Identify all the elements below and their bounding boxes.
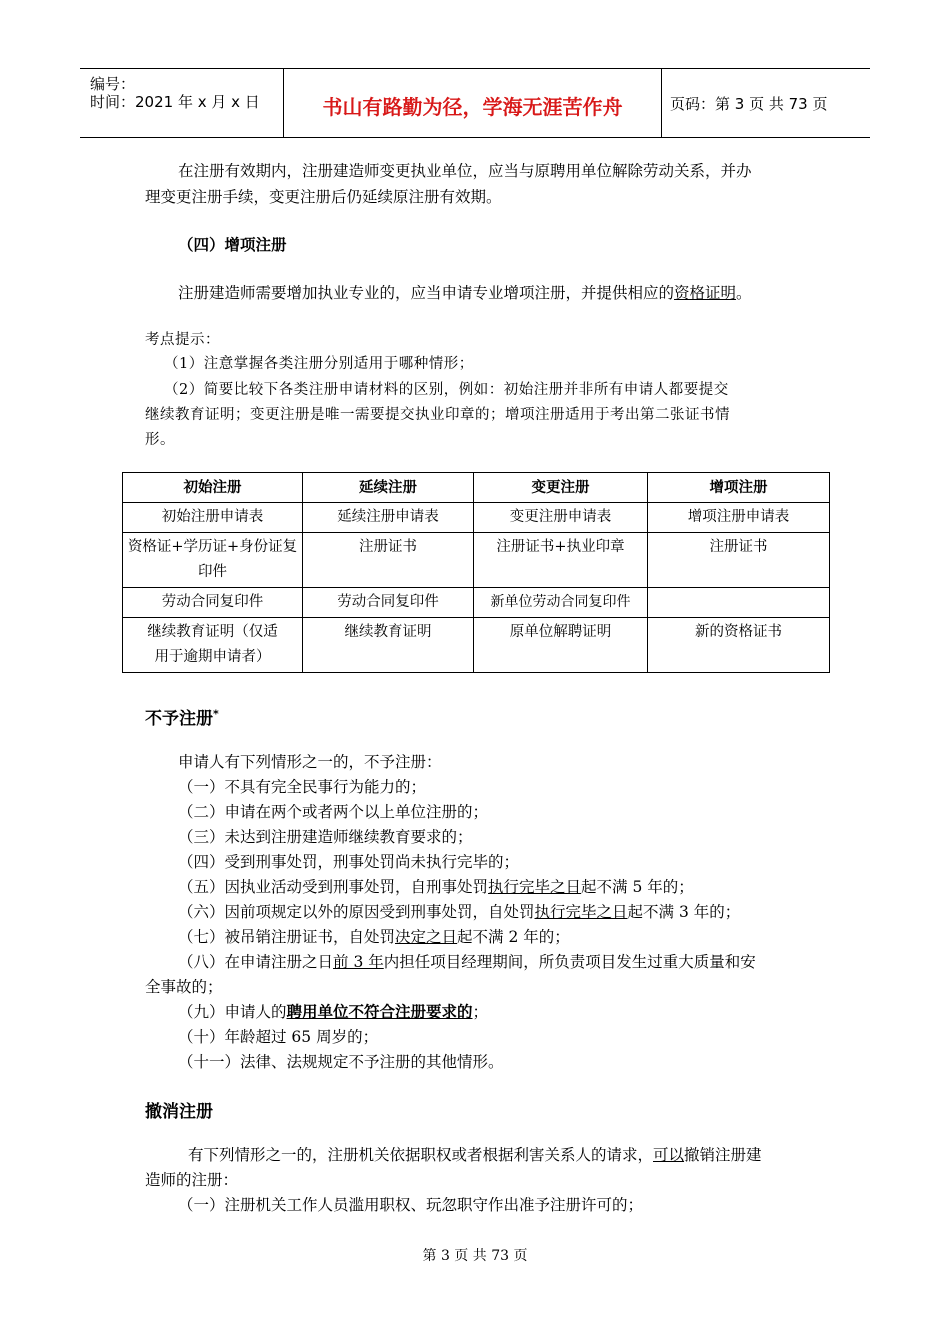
- table-cell: 劳动合同复印件: [123, 588, 303, 618]
- revoke-intro-text: 有下列情形之一的，注册机关依据职权或者根据利害关系人的请求，: [188, 1146, 654, 1164]
- tip-item-2-line1: （2）简要比较下各类注册申请材料的区别，例如：初始注册并非所有申请人都要提交: [164, 382, 729, 398]
- revoke-intro: [188, 1142, 762, 1168]
- section-title-refuse: [145, 704, 219, 729]
- table-row: [123, 503, 830, 533]
- para-change-line1: 在注册有效期内，注册建造师变更执业单位，应当与原聘用单位解除劳动关系，并办: [178, 162, 752, 180]
- refuse-item-8-cont: 全事故的；: [145, 978, 223, 996]
- refuse-item-5-text: （五）因执业活动受到刑事处罚，自刑事处罚: [178, 878, 489, 896]
- table-cell: 变更注册申请表: [474, 503, 648, 533]
- page-header: [80, 68, 870, 138]
- table-cell: 继续教育证明: [303, 618, 474, 673]
- refuse-item-7-text: （七）被吊销注册证书，自处罚: [178, 928, 396, 946]
- table-cell: 注册证书: [303, 533, 474, 588]
- refuse-item-6-underline: 执行完毕之日: [534, 903, 628, 921]
- table-header-cell: 增项注册: [648, 473, 830, 503]
- revoke-intro-end: 撤销注册建: [684, 1146, 762, 1164]
- para-change-line2: 理变更注册手续，变更注册后仍延续原注册有效期。: [145, 188, 502, 206]
- revoke-item-1: （一）注册机关工作人员滥用职权、玩忽职守作出准予注册许可的；: [178, 1196, 644, 1214]
- refuse-item-11: （十一）法律、法规规定不予注册的其他情形。: [178, 1053, 504, 1071]
- refuse-item-7-end: 起不满 2 年的；: [457, 928, 570, 946]
- section-title-revoke: 撤消注册: [145, 1102, 213, 1122]
- revoke-intro-cont: 造师的注册：: [145, 1171, 239, 1189]
- table-cell: 注册证书: [648, 533, 830, 588]
- refuse-item-6-text: （六）因前项规定以外的原因受到刑事处罚，自处罚: [178, 903, 535, 921]
- tip-item-2-line3: 形。: [145, 432, 175, 448]
- table-header-cell: 延续注册: [303, 473, 474, 503]
- refuse-item-9-text: （九）申请人的: [178, 1003, 287, 1021]
- table-cell: 劳动合同复印件: [303, 588, 474, 618]
- table-cell: 延续注册申请表: [303, 503, 474, 533]
- table-row: [123, 533, 830, 588]
- para-add-text: 注册建造师需要增加执业专业的，应当申请专业增项注册，并提供相应的: [178, 284, 675, 302]
- refuse-item-9-underline: 聘用单位不符合注册要求的: [286, 1002, 473, 1021]
- heading-add-registration: （四）增项注册: [178, 236, 287, 254]
- refuse-item-5: [178, 874, 694, 900]
- para-add-registration: [178, 280, 752, 306]
- refuse-item-1: （一）不具有完全民事行为能力的；: [178, 778, 427, 796]
- refuse-item-9-end: ；: [472, 1003, 489, 1021]
- table-header-cell: 初始注册: [123, 473, 303, 503]
- refuse-item-5-end: 起不满 5 年的；: [581, 878, 694, 896]
- header-page-number: 页码：第 3 页 共 73 页: [670, 95, 828, 113]
- table-cell: 增项注册申请表: [648, 503, 830, 533]
- refuse-item-7-underline: 决定之日: [395, 928, 458, 946]
- refuse-item-9: [178, 999, 488, 1025]
- refuse-item-6: [178, 899, 740, 925]
- doc-number-label: 编号：: [90, 75, 136, 93]
- qualification-proof-link: 资格证明: [674, 284, 737, 302]
- refuse-item-8: [178, 949, 756, 975]
- section-title-refuse-text: 不予注册: [145, 709, 213, 729]
- header-info-cell: [80, 69, 284, 137]
- refuse-item-5-underline: 执行完毕之日: [488, 878, 582, 896]
- table-row: [123, 618, 830, 673]
- table-cell: 继续教育证明（仅适用于逾期申请者）: [123, 618, 303, 673]
- registration-comparison-table: [122, 472, 830, 673]
- tip-item-1: （1）注意掌握各类注册分别适用于哪种情形；: [164, 356, 474, 372]
- refuse-item-4: （四）受到刑事处罚，刑事处罚尚未执行完毕的；: [178, 853, 520, 871]
- refuse-item-10: （十）年龄超过 65 周岁的；: [178, 1028, 379, 1046]
- table-row: [123, 588, 830, 618]
- refuse-item-6-end: 起不满 3 年的；: [627, 903, 741, 921]
- header-motto: 书山有路勤为径，学海无涯苦作舟: [322, 95, 623, 119]
- refuse-item-2: （二）申请在两个或者两个以上单位注册的；: [178, 803, 489, 821]
- revoke-intro-underline: 可以: [653, 1146, 685, 1164]
- refuse-item-8-text: （八）在申请注册之日: [178, 953, 334, 971]
- tip-item-2-line2: 继续教育证明；变更注册是唯一需要提交执业印章的；增项注册适用于考出第二张证书情: [145, 407, 730, 423]
- refuse-item-7: [178, 924, 570, 950]
- para-add-end: 。: [736, 284, 752, 302]
- header-page-cell: [662, 69, 870, 137]
- table-cell: 原单位解聘证明: [474, 618, 648, 673]
- table-cell: 新的资格证书: [648, 618, 830, 673]
- table-cell: 新单位劳动合同复印件: [474, 588, 648, 618]
- refuse-intro: 申请人有下列情形之一的，不予注册：: [178, 753, 442, 771]
- refuse-item-8-end: 内担任项目经理期间，所负责项目发生过重大质量和安: [383, 953, 756, 971]
- table-cell: 初始注册申请表: [123, 503, 303, 533]
- table-header-row: [123, 473, 830, 503]
- table-cell: [648, 588, 830, 618]
- tip-title: 考点提示：: [145, 332, 220, 348]
- table-header-cell: 变更注册: [474, 473, 648, 503]
- asterisk-mark: *: [213, 707, 219, 721]
- refuse-item-3: （三）未达到注册建造师继续教育要求的；: [178, 828, 473, 846]
- header-motto-cell: [284, 69, 662, 137]
- doc-date: 时间：2021 年 x 月 x 日: [90, 93, 260, 111]
- table-cell: 注册证书+执业印章: [474, 533, 648, 588]
- refuse-item-8-underline: 前 3 年: [333, 953, 384, 971]
- table-cell: 资格证+学历证+身份证复印件: [123, 533, 303, 588]
- page-footer: 第 3 页 共 73 页: [422, 1248, 528, 1264]
